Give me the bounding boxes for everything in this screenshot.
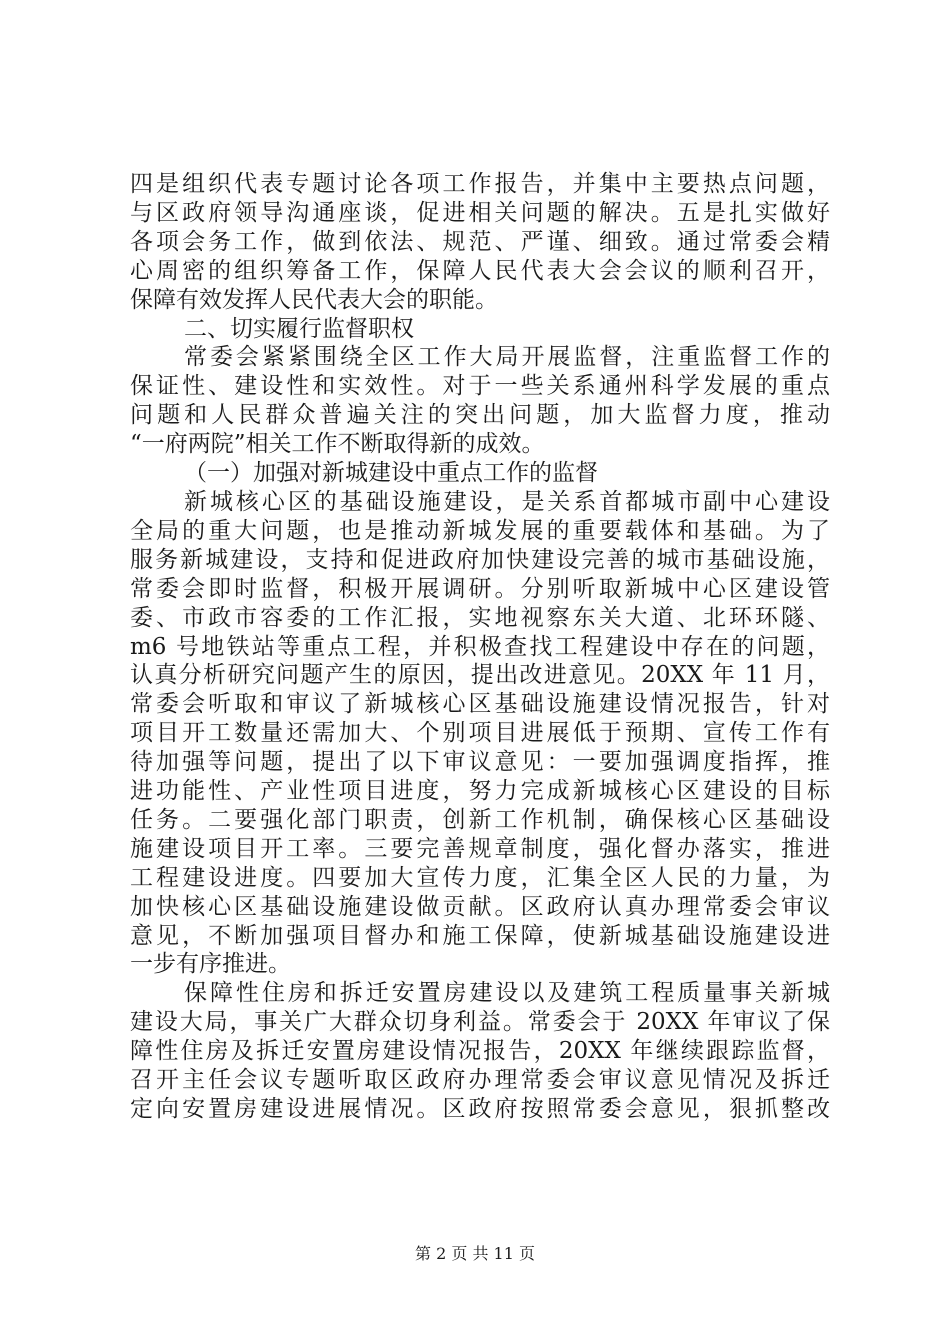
text-line: 服务新城建设，支持和促进政府加快建设完善的城市基础设施， [130,546,830,573]
text-line: 全局的重大问题，也是推动新城发展的重要载体和基础。为了 [130,517,830,544]
text-line: 问题和人民群众普遍关注的突出问题，加大监督力度，推动 [130,402,830,429]
text-line: 定向安置房建设进展情况。区政府按照常委会意见，狠抓整改 [130,1096,830,1122]
text-line: 常委会紧紧围绕全区工作大局开展监督，注重监督工作的 [184,344,830,371]
section-heading: 二、切实履行监督职权 [184,315,414,342]
text-line: 四是组织代表专题讨论各项工作报告，并集中主要热点问题， [130,171,830,197]
text-line: 工程建设进度。四要加大宣传力度，汇集全区人民的力量，为 [130,864,830,891]
document-body [130,170,830,1124]
text-line: 障性住房及拆迁安置房建设情况报告，20XX 年继续跟踪监督， [130,1038,830,1065]
text-line: 保障有效发挥人民代表大会的职能。 [130,286,498,313]
text-line: 常委会即时监督，积极开展调研。分别听取新城中心区建设管 [130,575,830,602]
page-footer: 第 2 页 共 11 页 [415,1244,535,1263]
text-line: 新城核心区的基础设施建设，是关系首都城市副中心建设 [184,488,830,515]
text-line: 召开主任会议专题听取区政府办理常委会审议意见情况及拆迁 [130,1067,830,1094]
section-heading: （一）加强对新城建设中重点工作的监督 [184,460,598,487]
text-line: 一步有序推进。 [130,951,291,978]
text-line: 进功能性、产业性项目进度，努力完成新城核心区建设的目标 [130,778,830,805]
text-line: 认真分析研究问题产生的原因，提出改进意见。20XX 年 11 月， [130,662,830,689]
text-line: 保证性、建设性和实效性。对于一些关系通州科学发展的重点 [130,373,830,400]
text-line: 项目开工数量还需加大、个别项目进展低于预期、宣传工作有 [130,720,830,747]
text-line: 建设大局，事关广大群众切身利益。常委会于 20XX 年审议了保 [130,1009,830,1036]
text-line: 保障性住房和拆迁安置房建设以及建筑工程质量事关新城 [184,980,830,1007]
text-line: 加快核心区基础设施建设做贡献。区政府认真办理常委会审议 [130,893,830,920]
text-line: 施建设项目开工率。三要完善规章制度，强化督办落实，推进 [130,835,830,862]
text-line: 心周密的组织筹备工作，保障人民代表大会会议的顺利召开， [130,257,830,284]
text-line: 常委会听取和审议了新城核心区基础设施建设情况报告，针对 [130,691,830,718]
text-line: m6 号地铁站等重点工程，并积极查找工程建设中存在的问题， [130,633,830,660]
text-line: “一府两院”相关工作不断取得新的成效。 [130,431,545,458]
text-line: 待加强等问题，提出了以下审议意见：一要加强调度指挥，推 [130,749,830,776]
text-line: 意见，不断加强项目督办和施工保障，使新城基础设施建设进 [130,922,830,949]
text-line: 与区政府领导沟通座谈，促进相关问题的解决。五是扎实做好 [130,199,830,226]
text-line: 委、市政市容委的工作汇报，实地视察东关大道、北环环隧、 [130,604,830,631]
text-line: 任务。二要强化部门职责，创新工作机制，确保核心区基础设 [130,806,830,833]
text-line: 各项会务工作，做到依法、规范、严谨、细致。通过常委会精 [130,228,830,255]
